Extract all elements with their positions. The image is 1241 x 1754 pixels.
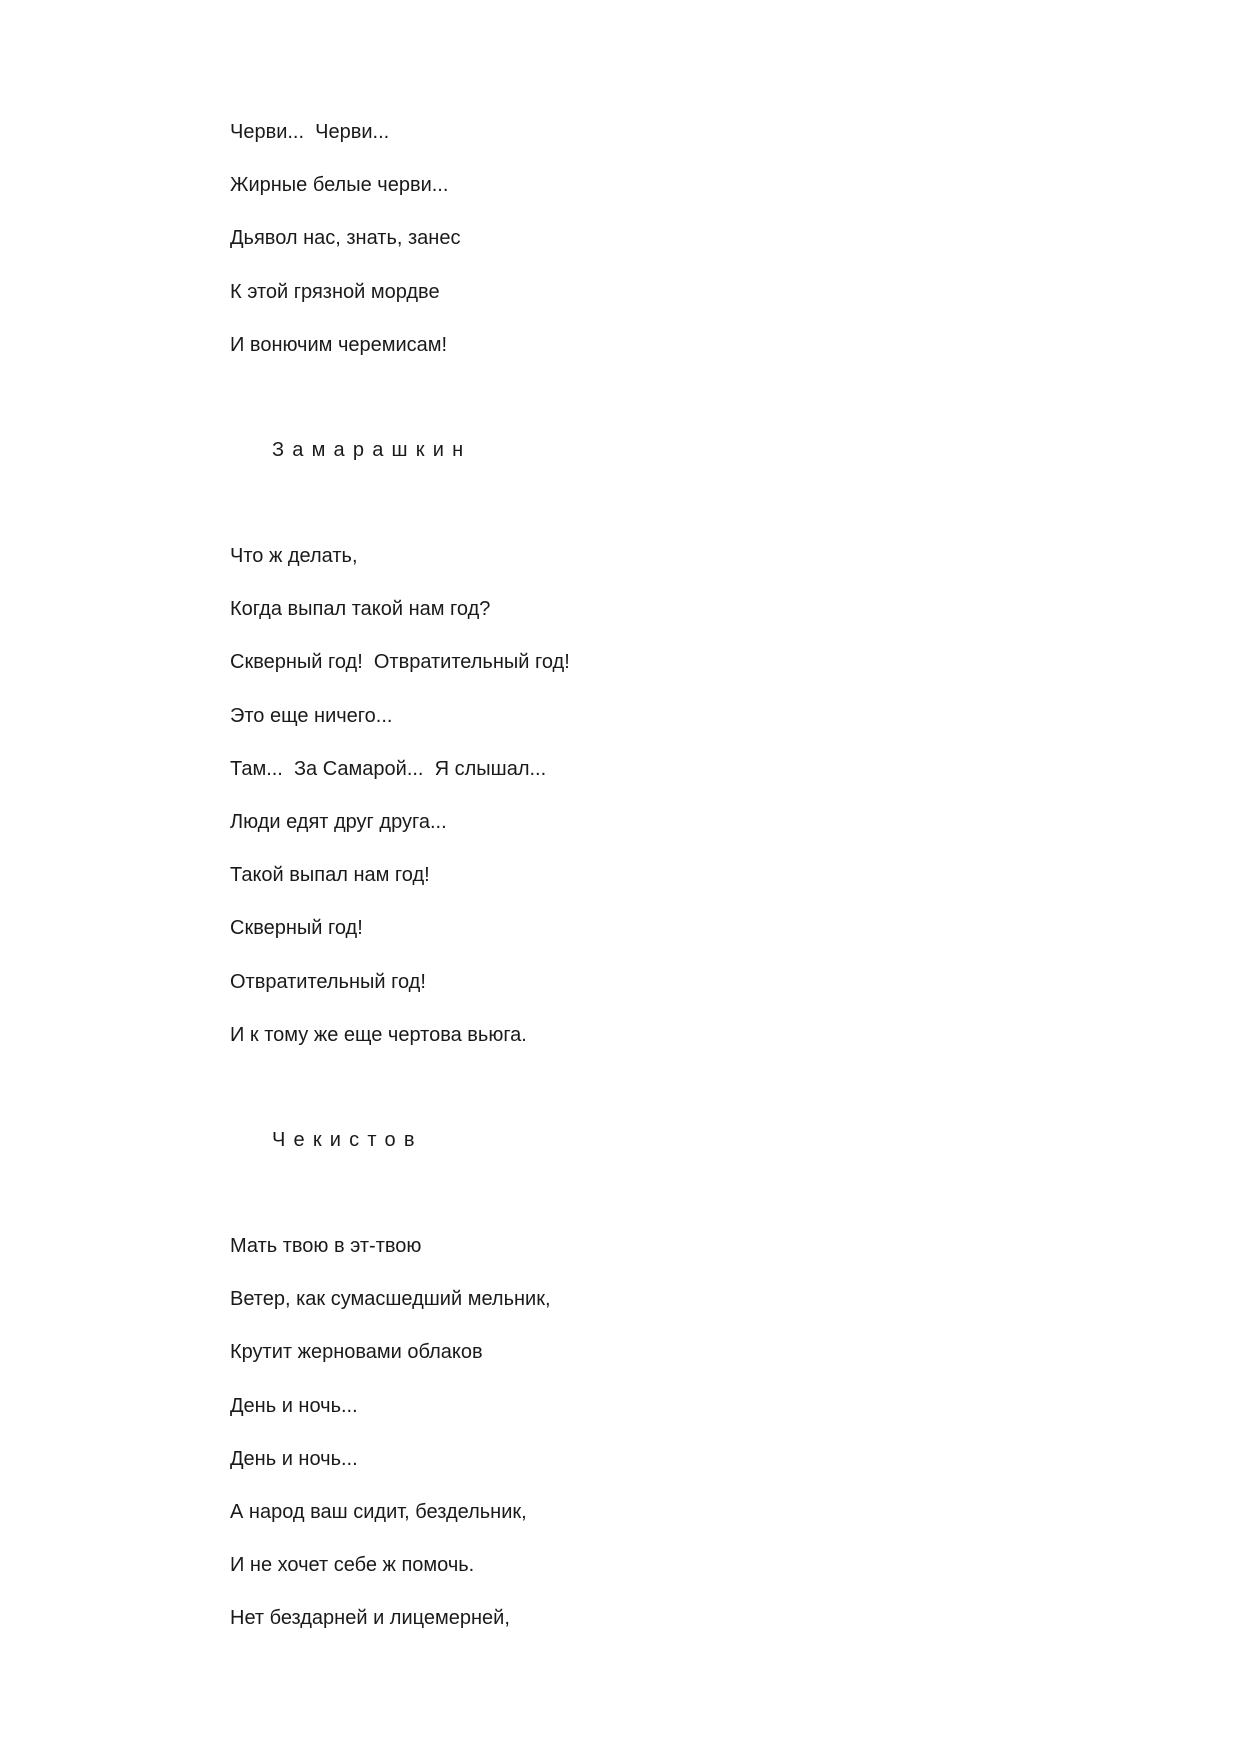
verse-line: Ветер, как сумасшедший мельник, xyxy=(230,1288,551,1311)
verse-line: Нет бездарней и лицемерней, xyxy=(230,1607,510,1630)
verse-line: Люди едят друг друга... xyxy=(230,810,447,833)
verse-line: День и ночь... xyxy=(230,1394,358,1417)
verse-line: Дьявол нас, знать, занес xyxy=(230,227,461,250)
verse-line: А народ ваш сидит, бездельник, xyxy=(230,1500,527,1523)
verse-line: Крутит жерновами облаков xyxy=(230,1341,483,1364)
verse-line: Что ж делать, xyxy=(230,545,358,567)
verse-line: Там... За Самарой... Я слышал... xyxy=(230,757,547,780)
verse-line: И к тому же еще чертова вьюга. xyxy=(230,1023,527,1046)
verse-line: И не хочет себе ж помочь. xyxy=(230,1554,475,1577)
verse-line: Скверный год! xyxy=(230,917,363,940)
verse-line: К этой грязной мордве xyxy=(230,280,440,303)
verse-line: Это еще ничего... xyxy=(230,704,393,727)
speaker-name-zamarashkin: Замарашкин xyxy=(272,439,472,461)
stanza-chekistov xyxy=(230,1220,551,1646)
stanza-zamarashkin xyxy=(230,530,570,1062)
verse-line: Такой выпал нам год! xyxy=(230,864,430,887)
stanza-worms xyxy=(230,106,460,372)
verse-line: Жирные белые черви... xyxy=(230,174,449,197)
speaker-name-chekistov: Чекистов xyxy=(272,1129,423,1151)
verse-line: Отвратительный год! xyxy=(230,970,426,993)
verse-line: Мать твою в эт-твою xyxy=(230,1235,422,1257)
verse-line: Когда выпал такой нам год? xyxy=(230,598,491,621)
verse-line: Черви... Черви... xyxy=(230,121,390,143)
verse-line: И вонючим черемисам! xyxy=(230,333,448,356)
verse-line: Скверный год! Отвратительный год! xyxy=(230,651,570,674)
verse-line: День и ночь... xyxy=(230,1447,358,1470)
